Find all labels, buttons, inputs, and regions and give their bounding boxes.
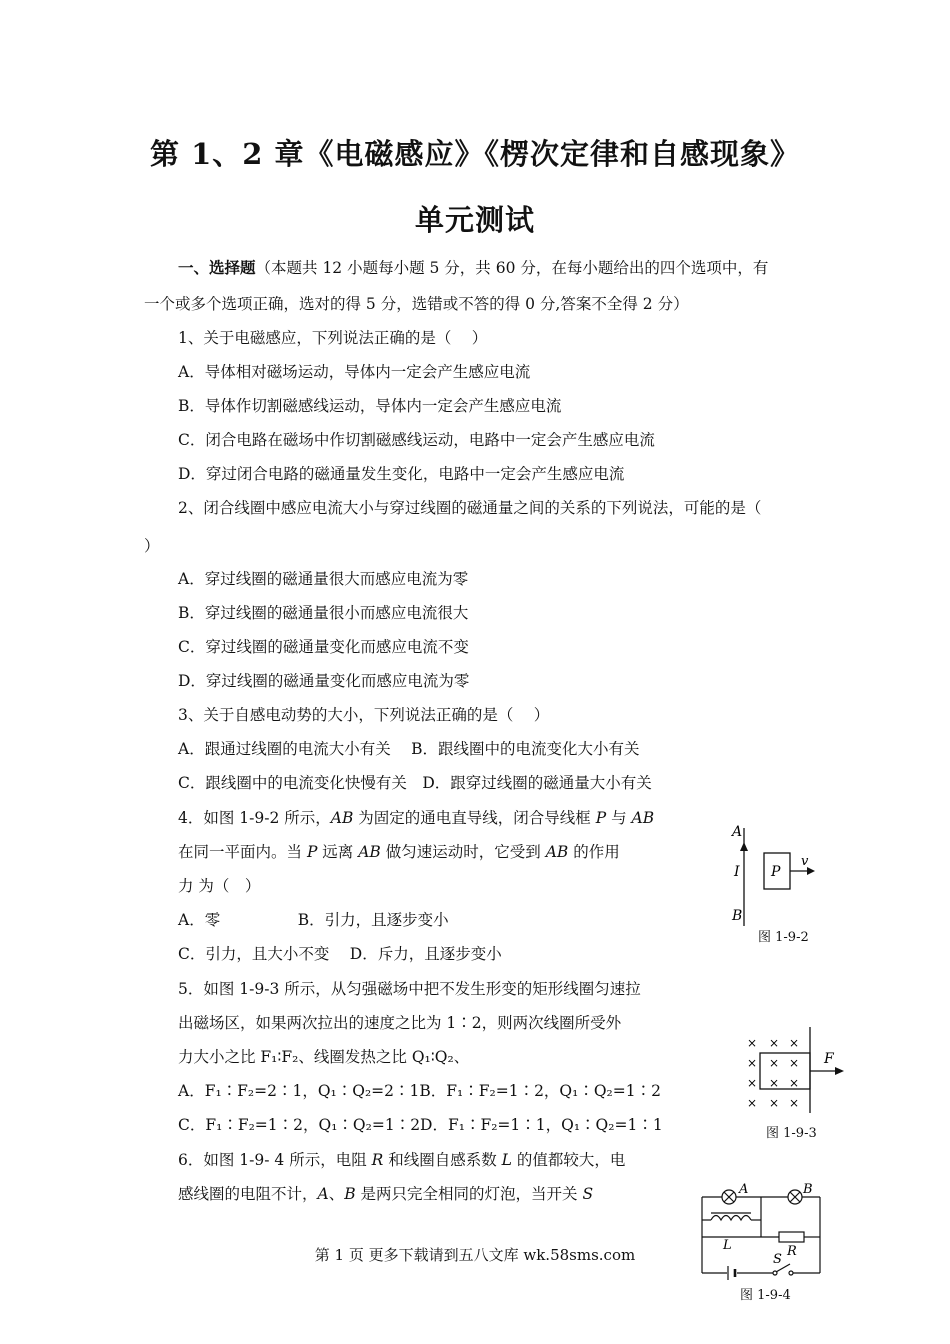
svg-text:×: × — [768, 1036, 780, 1050]
q2-option-c: C．穿过线圈的磁通量变化而感应电流不变 — [178, 638, 469, 656]
q2-stem-end: ） — [144, 537, 160, 555]
label-f: F — [824, 1051, 834, 1067]
figure-1-9-3 — [740, 1025, 850, 1117]
figure-1-9-4 — [695, 1180, 830, 1282]
lamp-a-icon — [722, 1190, 736, 1204]
label-p: P — [771, 864, 781, 880]
label-a: A — [739, 1182, 749, 1197]
section1-desc2: 一个或多个选项正确，选对的得 5 分，选错或不答的得 0 分,答案不全得 2 分） — [144, 295, 689, 313]
figure-1-9-4-caption: 图 1-9-4 — [740, 1288, 791, 1303]
inductor-icon — [711, 1216, 751, 1221]
svg-text:×: × — [788, 1096, 800, 1110]
q5-line2: 出磁场区，如果两次拉出的速度之比为 1∶2，则两次线圈所受外 — [178, 1014, 622, 1032]
q2-stem: 2、闭合线圈中感应电流大小与穿过线圈的磁通量之间的关系的下列说法，可能的是（ — [178, 499, 762, 517]
label-i: I — [734, 864, 740, 880]
q1-option-d: D．穿过闭合电路的磁通量发生变化，电路中一定会产生感应电流 — [178, 465, 625, 483]
q3-stem: 3、关于自感电动势的大小，下列说法正确的是（ ） — [178, 706, 550, 724]
lamp-b-icon — [788, 1190, 802, 1204]
page-subtitle: 单元测试 — [414, 203, 535, 237]
label-l: L — [723, 1238, 732, 1253]
q4-line1: 4．如图 1-9-2 所示，AB 为固定的通电直导线，闭合导线框 P 与 AB — [178, 809, 655, 827]
q5-line3: 力大小之比 F₁∶F₂、线圈发热之比 Q₁∶Q₂、 — [178, 1048, 470, 1066]
section1-line1 — [178, 258, 768, 278]
svg-text:×: × — [746, 1076, 758, 1090]
q6-line1: 6．如图 1-9- 4 所示，电阻 R 和线圈自感系数 L 的值都较大，电 — [178, 1151, 626, 1169]
q1-option-c: C．闭合电路在磁场中作切割磁感线运动，电路中一定会产生感应电流 — [178, 431, 655, 449]
current-arrow-icon — [740, 842, 748, 851]
svg-text:×: × — [768, 1056, 780, 1070]
force-arrow-icon — [835, 1067, 844, 1075]
svg-text:×: × — [788, 1056, 800, 1070]
resistor-icon — [779, 1232, 804, 1242]
q2-option-d: D．穿过线圈的磁通量变化而感应电流为零 — [178, 672, 470, 690]
q4-line3: 力 为（ ） — [178, 877, 261, 895]
q4-line2: 在同一平面内。当 P 远离 AB 做匀速运动时，它受到 AB 的作用 — [178, 843, 620, 861]
section1-desc1: （本题共 12 小题每小题 5 分，共 60 分，在每小题给出的四个选项中，有 — [255, 259, 769, 277]
label-v: v — [801, 854, 809, 869]
q5-line1: 5．如图 1-9-3 所示，从匀强磁场中把不发生形变的矩形线圈匀速拉 — [178, 980, 641, 998]
q2-option-b: B．穿过线圈的磁通量很小而感应电流很大 — [178, 604, 469, 622]
label-b: B — [803, 1182, 813, 1197]
q3-options-cd: C．跟线圈中的电流变化快慢有关 D．跟穿过线圈的磁通量大小有关 — [178, 774, 652, 792]
q5-options-cd: C．F₁∶F₂=1∶2，Q₁∶Q₂=1∶2D．F₁∶F₂=1∶1，Q₁∶Q₂=1∶1 — [178, 1116, 663, 1134]
figure-1-9-2 — [725, 818, 825, 930]
q1-option-a: A．导体相对磁场运动，导体内一定会产生感应电流 — [178, 363, 531, 381]
page-footer: 第 1 页 更多下载请到五八文库 wk.58sms.com — [314, 1246, 636, 1264]
field-crosses — [747, 1036, 799, 1110]
label-b: B — [732, 908, 743, 924]
q2-option-a: A．穿过线圈的磁通量很大而感应电流为零 — [178, 570, 469, 588]
svg-text:×: × — [746, 1056, 758, 1070]
svg-text:×: × — [788, 1076, 800, 1090]
label-a: A — [732, 824, 743, 840]
q1-option-b: B．导体作切割磁感线运动，导体内一定会产生感应电流 — [178, 397, 562, 415]
battery-icon — [728, 1266, 735, 1280]
page-title: 第 1、2 章《电磁感应》《楞次定律和自感现象》 — [149, 137, 801, 171]
figure-1-9-2-caption: 图 1-9-2 — [758, 930, 809, 945]
section1-heading: 一、选择题 — [178, 258, 256, 277]
q3-options-ab: A．跟通过线圈的电流大小有关 B．跟线圈中的电流变化大小有关 — [178, 740, 640, 758]
svg-text:×: × — [788, 1036, 800, 1050]
svg-text:×: × — [746, 1036, 758, 1050]
q4-options-cd: C．引力，且大小不变 D．斥力，且逐步变小 — [178, 945, 502, 963]
coil-rect — [760, 1053, 810, 1089]
svg-text:×: × — [768, 1096, 780, 1110]
figure-1-9-3-caption: 图 1-9-3 — [766, 1126, 817, 1141]
svg-text:×: × — [746, 1096, 758, 1110]
svg-text:×: × — [768, 1076, 780, 1090]
label-r: R — [787, 1244, 797, 1259]
q5-options-ab: A．F₁∶F₂=2∶1，Q₁∶Q₂=2∶1B．F₁∶F₂=1∶2，Q₁∶Q₂=1∶2 — [178, 1082, 661, 1100]
q1-stem: 1、关于电磁感应，下列说法正确的是（ ） — [178, 329, 488, 347]
q6-line2: 感线圈的电阻不计，A、B 是两只完全相同的灯泡，当开关 S — [178, 1185, 594, 1203]
label-s: S — [773, 1252, 782, 1267]
q4-options-ab: A．零 B．引力，且逐步变小 — [178, 911, 449, 929]
